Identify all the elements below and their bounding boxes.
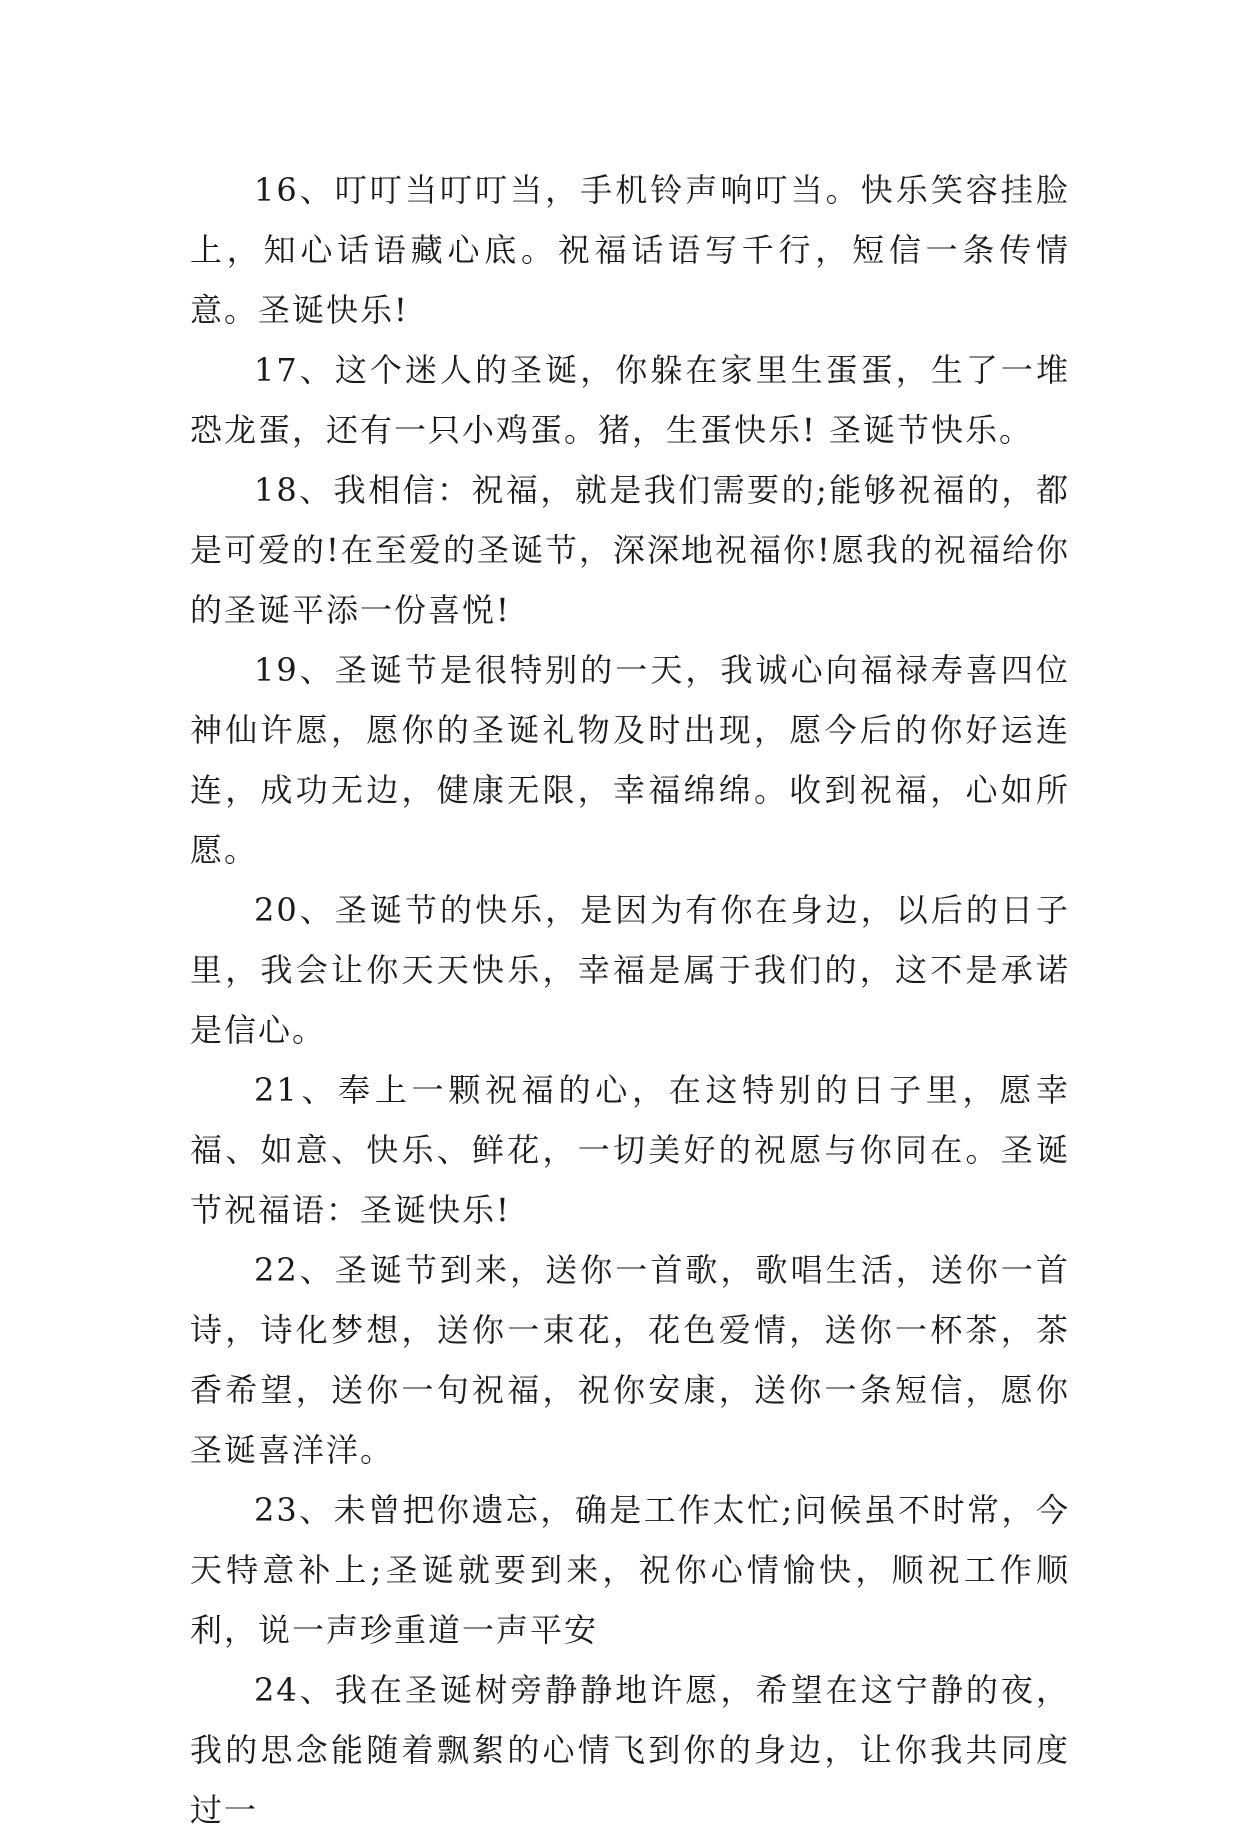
paragraph-22: 22、圣诞节到来，送你一首歌，歌唱生活，送你一首诗，诗化梦想，送你一束花，花色爱情，送你一杯茶，茶香希望，送你一句祝福，祝你安康，送你一条短信，愿你圣诞喜洋洋。 [190, 1251, 1070, 1469]
paragraph-19: 19、圣诞节是很特别的一天，我诚心向福禄寿喜四位神仙许愿，愿你的圣诞礼物及时出现，愿今后的你好运连连，成功无边，健康无限，幸福绵绵。收到祝福，心如所愿。 [190, 651, 1070, 869]
paragraph-16: 16、叮叮当叮叮当，手机铃声响叮当。快乐笑容挂脸上，知心话语藏心底。祝福话语写千行，短信一条传情意。圣诞快乐! [190, 171, 1070, 329]
paragraph-24: 24、我在圣诞树旁静静地许愿，希望在这宁静的夜，我的思念能随着飘絮的心情飞到你的身边，让你我共同度过一 [190, 1671, 1070, 1829]
paragraph-21: 21、奉上一颗祝福的心，在这特别的日子里，愿幸福、如意、快乐、鲜花，一切美好的祝愿与你同在。圣诞节祝福语：圣诞快乐! [190, 1071, 1070, 1229]
paragraph-23: 23、未曾把你遗忘，确是工作太忙;问候虽不时常，今天特意补上;圣诞就要到来，祝你心情愉快，顺祝工作顺利，说一声珍重道一声平安 [190, 1491, 1070, 1649]
paragraph-18: 18、我相信：祝福，就是我们需要的;能够祝福的，都是可爱的!在至爱的圣诞节，深深地祝福你!愿我的祝福给你的圣诞平添一份喜悦! [190, 471, 1070, 629]
document-body [190, 160, 1070, 1840]
paragraph-17: 17、这个迷人的圣诞，你躲在家里生蛋蛋，生了一堆恐龙蛋，还有一只小鸡蛋。猪，生蛋快乐! 圣诞节快乐。 [190, 351, 1070, 449]
paragraph-20: 20、圣诞节的快乐，是因为有你在身边，以后的日子里，我会让你天天快乐，幸福是属于我们的，这不是承诺是信心。 [190, 891, 1070, 1049]
